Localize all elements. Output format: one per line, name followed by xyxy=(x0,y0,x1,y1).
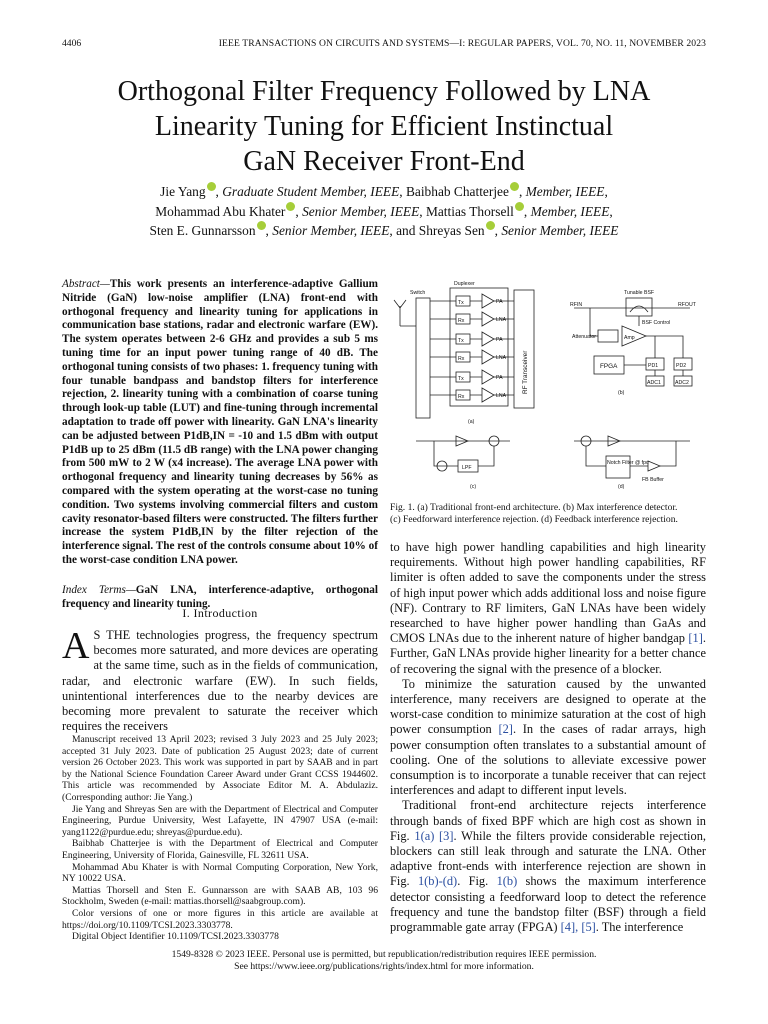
figure-1-diagram xyxy=(390,276,710,498)
label-rf-transceiver: RF Transceiver xyxy=(522,350,529,394)
author-role: Member, IEEE xyxy=(525,184,605,199)
switch-box xyxy=(416,298,430,418)
author-list: Jie Yang , Graduate Student Member, IEEE, Baibhab Chatterjee , Member, IEEE, Mohammad Abu Khater , Senior Member, IEEE, Mattias Thorsell , Member, IEEE, Sten E. Gunnarsson , Senior Member, IEEE, and Shreyas Sen , Senior Member, IEEE xyxy=(149,184,619,238)
abstract xyxy=(62,278,378,568)
author-role: Graduate Student Member, IEEE xyxy=(222,184,400,199)
figure-link[interactable]: 1(b)-(d) xyxy=(417,874,458,889)
label-fb-buffer: FB Buffer xyxy=(642,477,664,483)
figure-link[interactable]: 1(a) [3] xyxy=(414,828,454,843)
paragraph: To minimize the saturation caused by the unwanted interference, many receivers are designed to operate at the worst-case condition to minimize saturation at the cost of high power consumption [2]. In the cases of radar arrays, high power consumption often translates to a substantial amount of cooling. One of the solutions to alleviate excessive power consumption is to incorporate a tunable receiver that can reject interferences and adapt to different input levels. xyxy=(390,676,706,798)
journal-name: IEEE TRANSACTIONS ON CIRCUITS AND SYSTEMS—I: REGULAR PAPERS, VOL. 70, NO. 11, NOVEMBER 2023 xyxy=(218,38,706,49)
author-name: Mattias Thorsell xyxy=(425,203,514,219)
author-name: Sten E. Gunnarsson xyxy=(149,223,256,238)
citation-link[interactable]: [1] xyxy=(688,631,703,646)
label-adc1: ADC1 xyxy=(647,380,661,386)
footnote: Jie Yang and Shreyas Sen are with the Department of Electrical and Computer Engineering, Purdue University, West Lafayette, IN 47907 USA (e-mail: yang1122@purdue.edu; shreyas@purdue.edu). xyxy=(62,803,378,838)
intro-text: technologies progress, the frequency spectrum becomes more saturated, and more devices are operating at the same time, such as in the fields of communication, radar, and electronic warfare (EW). In such fields, unintentional interferences due to the nearby devices are becoming more prevalent to saturate the receiver which requires the receivers xyxy=(62,628,379,734)
label-sub-a: (a) xyxy=(468,419,475,425)
footnote: Mattias Thorsell and Sten E. Gunnarsson are with SAAB AB, 103 96 Stockholm, Sweden (e-mail: mattias.thorsell@saabgroup.com). xyxy=(62,884,378,908)
author-name: Jie Yang xyxy=(160,184,206,199)
label-pa: PA xyxy=(496,299,503,305)
footnotes xyxy=(62,734,378,943)
page-footer xyxy=(62,949,706,973)
dropcap: A xyxy=(62,625,90,667)
label-lna: LNA xyxy=(496,317,507,323)
copyright-line: 1549-8328 © 2023 IEEE. Personal use is permitted, but republication/redistribution requires IEEE permission. xyxy=(171,949,597,960)
footnote: Digital Object Identifier 10.1109/TCSI.2023.3303778 xyxy=(72,931,279,943)
label-rf-in: RFIN xyxy=(570,302,583,308)
title-line-3: GaN Receiver Front-End xyxy=(243,146,525,177)
paragraph: to have high power handling capabilities and high linearity requirements. Without high power handling capabilities, RF limiter is often added to save the components under the stress of high input power which adds additional loss and noise figure (NF). Contrary to RF limiters, GaN LNAs have been widely researched to have higher power handling than GaAs and CMOS LNAs due to the inherent nature of higher bandgap [1]. Further, GaN LNAs provide higher linearity for a better chance of recovering the signal with the presence of a blocker. xyxy=(390,540,706,676)
label-lna: LNA xyxy=(496,393,507,399)
orcid-icon[interactable] xyxy=(510,182,519,191)
antenna-shape xyxy=(394,300,406,326)
label-pd1: PD1 xyxy=(648,363,659,369)
figure-caption xyxy=(390,502,706,525)
label-amp: Amp xyxy=(624,335,635,341)
label-duplexer: Duplexer xyxy=(454,281,475,287)
paper-title xyxy=(40,74,728,179)
figure-1 xyxy=(390,276,710,498)
label-rf-out: RFOUT xyxy=(678,302,696,308)
footnote: Color versions of one or more figures in this article are available at https://doi.org/10.1109/TCSI.2023.3303778. xyxy=(62,907,378,931)
orcid-icon[interactable] xyxy=(486,221,495,230)
intro-paragraph xyxy=(62,625,379,734)
caption-line-1: Fig. 1. (a) Traditional front-end architecture. (b) Max interference detector. xyxy=(390,502,678,513)
author-role: Member, IEEE xyxy=(530,203,610,219)
paragraph: Traditional front-end architecture rejects interference through bands of fixed BPF which are high cost as shown in Fig. 1(a) [3]. While the filters provide considerable rejection, blockers can still leak through and saturate the LNA. Other adaptive front-ends with interference rejection are shown in Fig. 1(b)-(d). Fig. 1(b) shows the maximum interference detector consisting a feedforward loop to detect the reference frequency and tune the bandstop filter (BSF) through a field programmable gate array (FPGA) [4], [5]. The interference xyxy=(390,798,706,935)
label-notch: Notch Filter @ fpc xyxy=(607,460,649,466)
orcid-icon[interactable] xyxy=(257,221,266,230)
label-fpga: FPGA xyxy=(600,363,618,370)
label-tx: Tx xyxy=(458,300,464,306)
author-role: Senior Member, IEEE xyxy=(272,223,390,238)
label-tx: Tx xyxy=(458,376,464,382)
orcid-icon[interactable] xyxy=(207,182,216,191)
label-tx: Tx xyxy=(458,338,464,344)
attenuator-box xyxy=(598,330,618,342)
author-name: Mohammad Abu Khater xyxy=(155,203,286,219)
author-role: Senior Member, IEEE xyxy=(501,223,619,238)
index-terms-label: Index Terms— xyxy=(62,584,136,596)
label-bsf-control: BSF Control xyxy=(642,320,671,326)
caption-line-2: (c) Feedforward interference rejection. (d) Feedback interference rejection. xyxy=(390,513,678,525)
page-number: 4406 xyxy=(62,38,82,49)
label-sub-d: (d) xyxy=(618,484,625,490)
title-line-2: Linearity Tuning for Efficient Instinctual xyxy=(154,111,614,142)
label-pa: PA xyxy=(496,375,503,381)
title-line-1: Orthogonal Filter Frequency Followed by LNA xyxy=(117,76,651,107)
index-terms-text: GaN LNA, interference-adaptive, orthogonal frequency and linearity tuning. xyxy=(62,584,378,610)
citation-link[interactable]: [4], [5] xyxy=(560,920,596,935)
label-attenuator: Attenuator xyxy=(572,334,596,340)
footnote: Mohammad Abu Khater is with Normal Computing Corporation, New York, NY 10022 USA. xyxy=(62,861,378,885)
label-pd2: PD2 xyxy=(676,363,687,369)
abstract-label: Abstract— xyxy=(62,278,110,290)
label-adc2: ADC2 xyxy=(675,380,689,386)
orcid-icon[interactable] xyxy=(515,202,524,211)
tunable-bsf-box xyxy=(626,298,652,316)
section-heading: I. Introduction xyxy=(182,606,258,620)
intro-lead: S THE xyxy=(93,628,131,642)
label-switch: Switch xyxy=(410,290,426,296)
author-role: Senior Member, IEEE xyxy=(302,203,420,219)
label-tunable-bsf: Tunable BSF xyxy=(624,290,655,296)
label-pa: PA xyxy=(496,337,503,343)
figure-link[interactable]: 1(b) xyxy=(496,874,518,889)
orcid-icon[interactable] xyxy=(286,202,295,211)
label-lpf: LPF xyxy=(462,465,472,471)
rights-line: See https://www.ieee.org/publications/rights/index.html for more information. xyxy=(234,960,534,972)
citation-link[interactable]: [2] xyxy=(498,722,513,737)
right-column-text xyxy=(390,540,706,935)
label-rx: Rx xyxy=(458,318,465,324)
label-sub-c: (c) xyxy=(470,484,477,490)
abstract-text: This work presents an interference-adaptive Gallium Nitride (GaN) low-noise amplifier (LNA) front-end with orthogonal frequency and linearity tuning for applications in communication base stations, radar and electronic warfare (EW). The system operates between 2-6 GHz and provides a sub 5 ms tuning time for an input power tuning range of 40 dB. The orthogonal tuning consists of two phases: 1. frequency tuning with four tunable bandpass and bandstop filters for interference rejection, 2. linearity tuning with a combination of coarse tuning through look-up table (LUT) and fine-tuning through incremental adaptation to trade off power with linearity. GaN LNA's linearity can be adjusted between P1dB,IN = -10 and 1.5 dBm with output P1dB up to 25 dBm (11.5 dB range) with the LNA power changing from 500 mW to 2 W (x4 increase). The average LNA power with orthogonal frequency and linearity tuning decreases by 56% as compared with the system operating at the worst-case no tuning condition. Two systems involving commercial filters and custom cavity resonator-based filters were constructed. The filters further increase the system P1dB,IN by the filter rejection of the interference signal. The rest of the controls consume about 10% of the worst-case condition LNA power. xyxy=(62,278,378,566)
label-rx: Rx xyxy=(458,394,465,400)
label-lna: LNA xyxy=(496,355,507,361)
label-sub-b: (b) xyxy=(618,390,625,396)
footnote: Manuscript received 13 April 2023; revised 3 July 2023 and 25 July 2023; accepted 31 July 2023. Date of publication 25 August 2023; date of current version 26 October 2023. This work was supported in part by SAAB and in part by the National Science Foundation Career Award under Grant CCSS 1944602. This article was recommended by Associate Editor M. A. Abdulaziz. (Corresponding author: Jie Yang.) xyxy=(62,734,378,803)
author-name: Shreyas Sen xyxy=(418,223,485,238)
label-rx: Rx xyxy=(458,356,465,362)
author-name: Baibhab Chatterjee xyxy=(405,184,509,199)
footnote: Baibhab Chatterjee is with the Department of Electrical and Computer Engineering, University of Florida, Gainesville, FL 32611 USA. xyxy=(62,838,378,861)
